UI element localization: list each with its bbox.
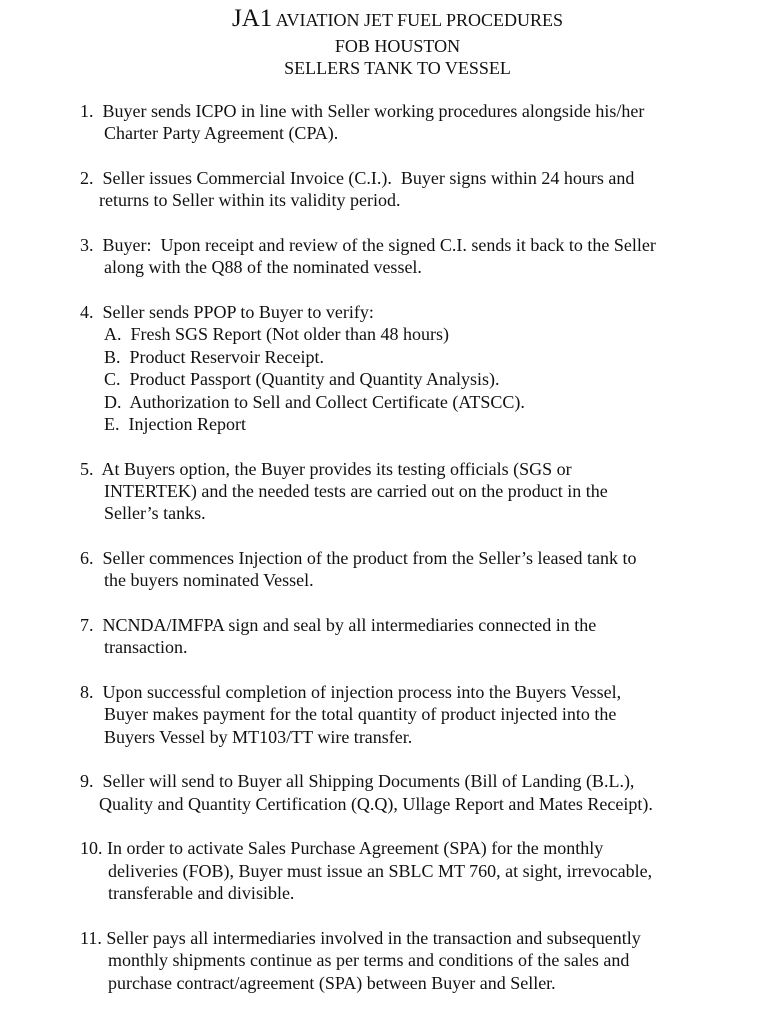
procedure-step-7 bbox=[80, 614, 750, 659]
step-text: 8. Upon successful completion of injection process into the Buyers Vessel, bbox=[80, 682, 622, 703]
step-text: 1. Buyer sends ICPO in line with Seller working procedures alongside his/her bbox=[80, 101, 645, 121]
step-text: 7. NCNDA/IMFPA sign and seal by all intermediaries connected in the bbox=[80, 615, 597, 636]
step-text-continued: returns to Seller within its validity period. bbox=[99, 190, 401, 211]
document-title bbox=[0, 4, 768, 35]
step-text-continued: transferable and divisible. bbox=[108, 883, 295, 904]
procedure-step-10 bbox=[80, 837, 750, 904]
sub-item-a: A. Fresh SGS Report (Not older than 48 hours) bbox=[104, 324, 449, 345]
step-text-continued: deliveries (FOB), Buyer must issue an SBLC MT 760, at sight, irrevocable, bbox=[108, 860, 653, 881]
step-text-continued: Charter Party Agreement (CPA). bbox=[104, 123, 339, 144]
step-text-continued: Buyer makes payment for the total quantity of product injected into the bbox=[104, 704, 617, 725]
procedure-step-2 bbox=[80, 167, 750, 212]
step-text-continued: the buyers nominated Vessel. bbox=[104, 570, 314, 591]
procedure-step-1 bbox=[80, 100, 750, 145]
sub-item-d: D. Authorization to Sell and Collect Certificate (ATSCC). bbox=[104, 391, 525, 412]
step-text: 9. Seller will send to Buyer all Shipping Documents (Bill of Landing (B.L.), bbox=[80, 771, 635, 792]
step-text: 6. Seller commences Injection of the product from the Seller’s leased tank to bbox=[80, 548, 637, 569]
sub-item-b: B. Product Reservoir Receipt. bbox=[104, 346, 324, 367]
step-text: 10. In order to activate Sales Purchase Agreement (SPA) for the monthly bbox=[80, 838, 604, 859]
document-header bbox=[0, 4, 768, 79]
procedure-step-5 bbox=[80, 458, 750, 525]
step-text: 3. Buyer: Upon receipt and review of the signed C.I. sends it back to the Seller bbox=[80, 235, 656, 255]
procedure-step-11 bbox=[80, 927, 750, 994]
procedure-step-6 bbox=[80, 547, 750, 592]
step-text-continued: Buyers Vessel by MT103/TT wire transfer. bbox=[104, 726, 413, 747]
step-text-continued: purchase contract/agreement (SPA) between Buyer and Seller. bbox=[108, 972, 556, 993]
step-text-continued: along with the Q88 of the nominated vessel. bbox=[104, 257, 422, 278]
step-text: 5. At Buyers option, the Buyer provides its testing officials (SGS or bbox=[80, 458, 572, 479]
step-text: 11. Seller pays all intermediaries involved in the transaction and subsequently bbox=[80, 927, 641, 948]
procedure-step-4 bbox=[80, 301, 750, 435]
step-text: 2. Seller issues Commercial Invoice (C.I.). Buyer signs within 24 hours and bbox=[80, 168, 635, 188]
step-text-continued: Quality and Quantity Certification (Q.Q), Ullage Report and Mates Receipt). bbox=[99, 793, 653, 814]
sub-item-c: C. Product Passport (Quantity and Quantity Analysis). bbox=[104, 369, 500, 390]
procedure-step-8 bbox=[80, 681, 750, 748]
document-subtitle-route: SELLERS TANK TO VESSEL bbox=[284, 58, 511, 78]
step-text-continued: Seller’s tanks. bbox=[104, 503, 206, 524]
step-text-continued: transaction. bbox=[104, 637, 188, 658]
step-text-continued: INTERTEK) and the needed tests are carried out on the product in the bbox=[104, 481, 608, 502]
document-subtitle-location: FOB HOUSTON bbox=[334, 36, 461, 56]
title-rest: AVIATION JET FUEL PROCEDURES bbox=[272, 10, 563, 30]
step-text: 4. Seller sends PPOP to Buyer to verify: bbox=[80, 302, 374, 322]
procedure-step-3 bbox=[80, 234, 750, 279]
sub-item-e: E. Injection Report bbox=[104, 414, 246, 435]
procedure-step-9 bbox=[80, 770, 750, 815]
title-prefix: JA1 bbox=[232, 5, 273, 32]
procedure-list bbox=[80, 100, 750, 1016]
step-text-continued: monthly shipments continue as per terms and conditions of the sales and bbox=[108, 950, 630, 971]
